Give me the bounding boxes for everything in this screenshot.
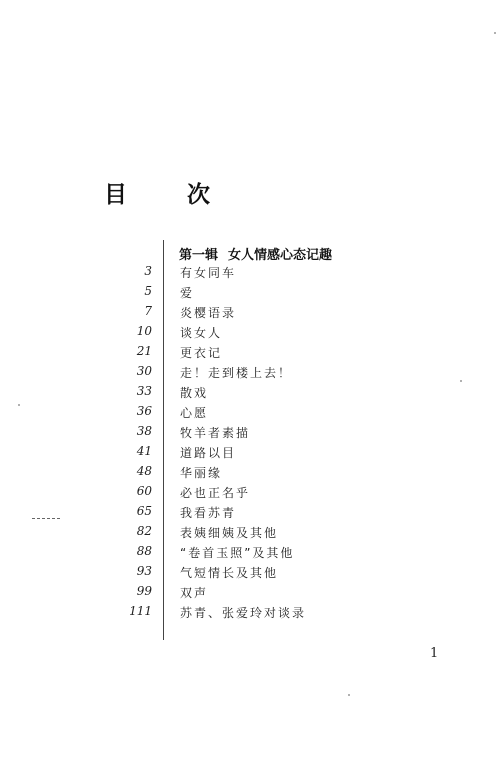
scan-speck [460,380,462,382]
toc-entry [0,264,504,284]
entry-title: 气短情长及其他 [180,566,279,580]
entry-page-number: 88 [136,544,152,558]
toc-entry [0,324,504,344]
toc-entry [0,464,504,484]
scan-speck [18,404,20,406]
entry-page-number: 82 [136,524,152,538]
entry-title: 必也正名乎 [180,486,251,500]
margin-dash-mark [32,518,60,520]
entry-page-number: 111 [129,604,152,618]
scan-speck [494,32,496,34]
entry-title: “卷首玉照”及其他 [180,546,295,560]
entry-title: 炎樱语录 [180,306,237,320]
entry-title: 道路以目 [180,446,237,460]
entry-title: 爱 [180,286,195,300]
entry-title: 谈女人 [180,326,223,340]
entry-title: 双声 [180,586,209,600]
toc-entry [0,504,504,524]
entry-title: 有女同车 [180,266,237,280]
entry-page-number: 5 [144,284,152,298]
toc-entry [0,344,504,364]
toc-entry [0,584,504,604]
entry-title: 表姨细姨及其他 [180,526,279,540]
page-number: 1 [430,646,439,661]
entry-page-number: 93 [136,564,152,578]
entry-title: 华丽缘 [180,466,223,480]
scan-speck [348,694,350,696]
section-heading [179,244,332,263]
entry-page-number: 10 [136,324,152,338]
entry-title: 散戏 [180,386,209,400]
toc-entry [0,544,504,564]
entry-page-number: 7 [144,304,152,318]
entry-page-number: 99 [136,584,152,598]
section-title: 女人情感心态记趣 [228,248,333,263]
toc-entry [0,304,504,324]
toc-entry [0,424,504,444]
toc-entry [0,364,504,384]
toc-entry [0,484,504,504]
entry-page-number: 48 [136,464,152,478]
entry-page-number: 21 [136,344,152,358]
entry-page-number: 30 [136,364,152,378]
entry-page-number: 41 [136,444,152,458]
entry-title: 心愿 [180,406,209,420]
entry-title: 更衣记 [180,346,223,360]
entry-page-number: 36 [136,404,152,418]
entry-page-number: 3 [144,264,152,278]
entry-title: 牧羊者素描 [180,426,251,440]
entry-title: 我看苏青 [180,506,237,520]
entry-title: 走！走到楼上去！ [180,366,293,380]
toc-entry [0,604,504,624]
entry-page-number: 65 [136,504,152,518]
entry-title: 苏青、张爱玲对谈录 [180,606,307,620]
toc-entry [0,384,504,404]
entry-page-number: 60 [136,484,152,498]
section-number: 第一辑 [179,248,219,263]
toc-entry [0,404,504,424]
toc-entry [0,564,504,584]
toc-entry [0,524,504,544]
toc-entry [0,284,504,304]
toc-entry [0,444,504,464]
page-title: 目 次 [104,182,237,208]
entry-page-number: 38 [136,424,152,438]
entry-page-number: 33 [136,384,152,398]
